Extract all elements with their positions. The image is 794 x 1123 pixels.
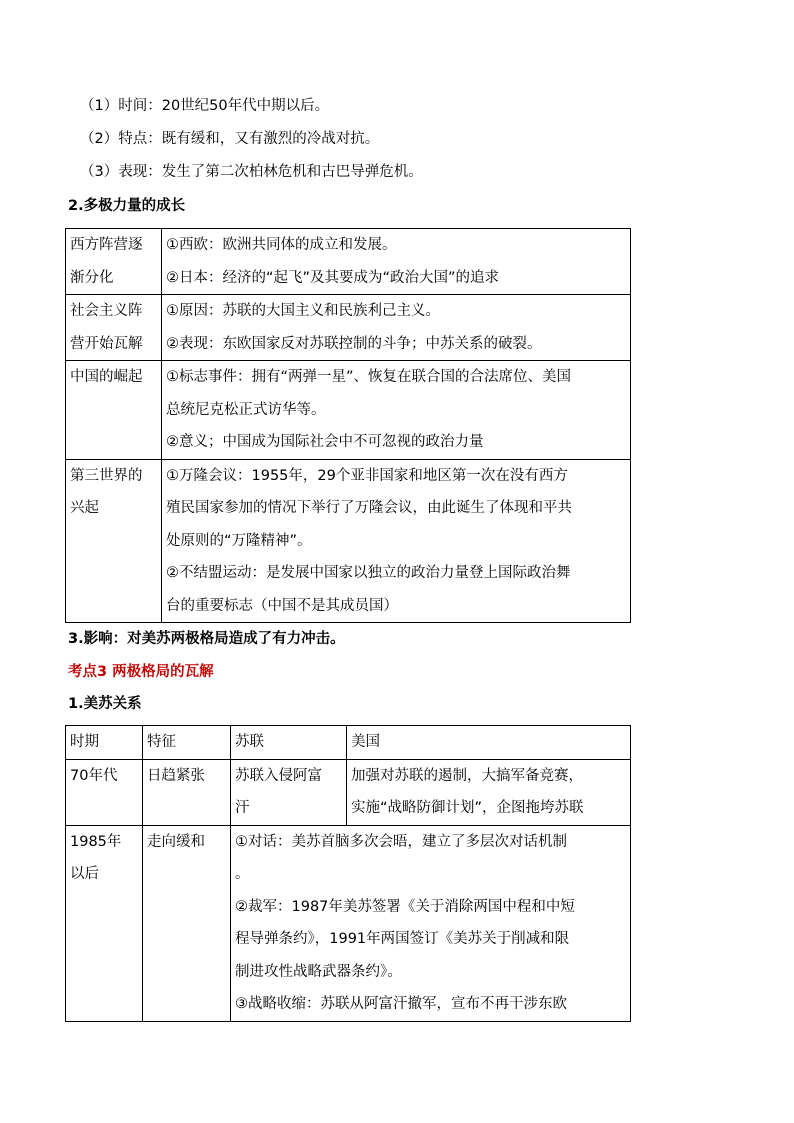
section-title-multipolar: 2.多极力量的成长 xyxy=(68,198,186,214)
content-line: 台的重要标志（中国不是其成员国） xyxy=(166,597,398,614)
cell-line: 实施“战略防御计划”，企图拖垮苏联 xyxy=(351,800,584,816)
feature-line: （2）特点：既有缓和，又有激烈的冷战对抗。 xyxy=(80,131,380,147)
us-ussr-table xyxy=(65,725,631,1022)
table-row xyxy=(66,295,631,361)
cell-line: 苏联入侵阿富 xyxy=(235,767,322,784)
impact-line xyxy=(68,629,345,649)
content-line: ①西欧：欧洲共同体的成立和发展。 xyxy=(166,237,397,253)
row-label xyxy=(66,361,162,460)
label-line: 营开始瓦解 xyxy=(70,335,143,352)
row-content xyxy=(162,229,631,295)
manifestation-line: （3）表现：发生了第二次柏林危机和古巴导弹危机。 xyxy=(80,164,423,180)
merged-content-cell xyxy=(231,825,631,1021)
ussr-cell xyxy=(231,759,347,825)
row-content xyxy=(162,361,631,460)
row-label xyxy=(66,459,162,623)
table-row xyxy=(66,361,631,460)
cell-line: 70年代 xyxy=(70,767,118,784)
table-row xyxy=(66,759,631,825)
section-title-us-ussr: 1.美苏关系 xyxy=(68,696,142,712)
content-line: ②意义；中国成为国际社会中不可忽视的政治力量 xyxy=(166,434,484,450)
feature-cell xyxy=(143,759,231,825)
cell-line: ①对话：美苏首脑多次会晤，建立了多层次对话机制 xyxy=(235,833,567,850)
period-cell xyxy=(66,759,143,825)
usa-cell xyxy=(347,759,631,825)
content-line: 处原则的“万隆精神”。 xyxy=(166,532,312,549)
cell-line: 程导弹条约》，1991年两国签订《美苏关于削减和限 xyxy=(235,931,570,947)
header-usa: 美国 xyxy=(347,726,631,760)
table-row xyxy=(66,229,631,295)
cell-line: 加强对苏联的遏制，大搞军备竞赛， xyxy=(351,767,583,784)
cell-line: 汗 xyxy=(235,800,250,816)
label-line: 第三世界的 xyxy=(70,467,143,484)
cell-line: 走向缓和 xyxy=(147,833,205,850)
content-line: 殖民国家参加的情况下举行了万隆会议，由此诞生了体现和平共 xyxy=(166,500,572,516)
content-line: ①标志事件：拥有“两弹一星”、恢复在联合国的合法席位、美国 xyxy=(166,369,572,385)
content-line: 总统尼克松正式访华等。 xyxy=(166,401,326,418)
header-feature: 特征 xyxy=(143,726,231,760)
row-label xyxy=(66,295,162,361)
kaodian-title: 考点3 两极格局的瓦解 xyxy=(68,664,214,680)
row-content xyxy=(162,295,631,361)
header-period: 时期 xyxy=(66,726,143,760)
label-line: 西方阵营逐 xyxy=(70,237,143,253)
table-row xyxy=(66,825,631,1021)
content-line: ②日本：经济的“起飞”及其要成为“政治大国”的追求 xyxy=(166,269,500,286)
cell-line: 日趋紧张 xyxy=(147,767,205,784)
row-label xyxy=(66,229,162,295)
table-header-row xyxy=(66,726,631,760)
multipolar-table xyxy=(65,228,631,623)
label-line: 中国的崛起 xyxy=(70,369,143,385)
table-row xyxy=(66,459,631,623)
row-content xyxy=(162,459,631,623)
cell-line: 以后 xyxy=(70,866,99,882)
content-line: ②不结盟运动：是发展中国家以独立的政治力量登上国际政治舞 xyxy=(166,565,571,581)
impact-text: 3.影响：对美苏两极格局造成了有力冲击。 xyxy=(68,631,345,647)
cell-line: ②裁军：1987年美苏签署《关于消除两国中程和中短 xyxy=(235,898,575,915)
label-line: 渐分化 xyxy=(70,269,114,286)
cell-line: 制进攻性战略武器条约》。 xyxy=(235,963,402,980)
label-line: 社会主义阵 xyxy=(70,303,143,319)
label-line: 兴起 xyxy=(70,500,99,516)
content-line: ②表现：东欧国家反对苏联控制的斗争；中苏关系的破裂。 xyxy=(166,335,542,352)
content-line: ①万隆会议：1955年，29个亚非国家和地区第一次在没有西方 xyxy=(166,467,568,484)
header-ussr: 苏联 xyxy=(231,726,347,760)
period-cell xyxy=(66,825,143,1021)
cell-line: ③战略收缩：苏联从阿富汗撤军，宣布不再干涉东欧 xyxy=(235,996,567,1012)
content-line: ①原因：苏联的大国主义和民族利己主义。 xyxy=(166,303,440,319)
feature-cell xyxy=(143,825,231,1021)
time-line: （1）时间：20世纪50年代中期以后。 xyxy=(80,98,330,114)
cell-line: 1985年 xyxy=(70,833,122,850)
cell-line: 。 xyxy=(235,866,250,882)
